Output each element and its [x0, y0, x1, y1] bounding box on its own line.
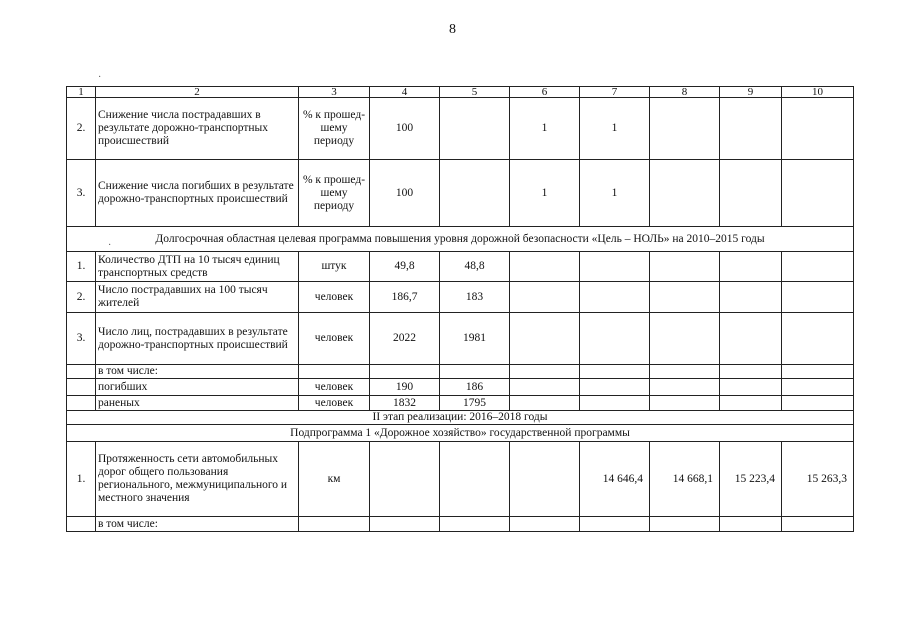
empty-cell: [650, 313, 720, 365]
value-cell: 1: [580, 98, 650, 160]
stage-heading: II этап реализации: 2016–2018 годы: [67, 411, 854, 425]
value-cell: [370, 442, 440, 517]
empty-cell: [782, 379, 854, 396]
unit-cell: км: [299, 442, 370, 517]
empty-cell: [650, 517, 720, 532]
value-cell: 15 223,4: [720, 442, 782, 517]
row-number: 1.: [67, 252, 96, 282]
scan-speck: ·: [98, 72, 102, 83]
table-row: [67, 517, 854, 532]
empty-cell: [782, 365, 854, 379]
empty-cell: [720, 396, 782, 411]
empty-cell: [370, 517, 440, 532]
empty-cell: [580, 396, 650, 411]
indicator-name: Снижение числа погибших в результате дорожно-транспортных происшествий: [96, 160, 299, 227]
value-cell: 190: [370, 379, 440, 396]
section-heading-row: [67, 425, 854, 442]
empty-cell: [650, 365, 720, 379]
table-row: [67, 252, 854, 282]
table-row: [67, 442, 854, 517]
header-col-2: 2: [96, 87, 299, 98]
value-cell: 49,8: [370, 252, 440, 282]
table-row: [67, 396, 854, 411]
indicator-name: Число пострадавших на 100 тысяч жителей: [96, 282, 299, 313]
empty-cell: [782, 517, 854, 532]
value-cell: [720, 160, 782, 227]
empty-cell: [782, 252, 854, 282]
unit-cell: человек: [299, 379, 370, 396]
empty-cell: [510, 365, 580, 379]
empty-cell: [580, 379, 650, 396]
section-heading-row: [67, 227, 854, 252]
empty-cell: [782, 282, 854, 313]
empty-cell: [580, 365, 650, 379]
indicator-name: Протяженность сети автомобильных дорог общего пользования регионального, межмуниципального и местного значения: [96, 442, 299, 517]
row-number: [67, 379, 96, 396]
empty-cell: [510, 313, 580, 365]
value-cell: [650, 98, 720, 160]
empty-cell: [580, 252, 650, 282]
empty-cell: [510, 252, 580, 282]
empty-cell: [782, 396, 854, 411]
value-cell: 15 263,3: [782, 442, 854, 517]
empty-cell: [650, 396, 720, 411]
row-number: [67, 365, 96, 379]
empty-cell: [720, 379, 782, 396]
scan-speck: ·: [108, 240, 112, 251]
row-number: [67, 396, 96, 411]
empty-cell: [720, 282, 782, 313]
unit-cell: % к прошед-шему периоду: [299, 160, 370, 227]
value-cell: [510, 442, 580, 517]
table-row: [67, 313, 854, 365]
empty-cell: [440, 517, 510, 532]
empty-cell: [580, 313, 650, 365]
value-cell: [782, 160, 854, 227]
empty-cell: [650, 252, 720, 282]
unit-cell: штук: [299, 252, 370, 282]
header-col-6: 6: [510, 87, 580, 98]
value-cell: [782, 98, 854, 160]
table-row: [67, 98, 854, 160]
indicator-name: раненых: [96, 396, 299, 411]
unit-cell: человек: [299, 396, 370, 411]
header-row: [67, 87, 854, 98]
indicator-name: в том числе:: [96, 365, 299, 379]
value-cell: [440, 160, 510, 227]
empty-cell: [580, 517, 650, 532]
unit-cell: человек: [299, 282, 370, 313]
value-cell: [720, 98, 782, 160]
unit-cell: % к прошед-шему периоду: [299, 98, 370, 160]
value-cell: 1795: [440, 396, 510, 411]
section-heading-row: [67, 411, 854, 425]
indicator-name: Число лиц, пострадавших в результате дорожно-транспортных происшествий: [96, 313, 299, 365]
program-heading: Долгосрочная областная целевая программа повышения уровня дорожной безопасности «Цель – НОЛЬ» на 2010–2015 годы: [67, 227, 854, 252]
empty-cell: [782, 313, 854, 365]
value-cell: 14 668,1: [650, 442, 720, 517]
unit-cell: [299, 365, 370, 379]
value-cell: 1: [580, 160, 650, 227]
page-number: 8: [449, 22, 456, 37]
header-col-8: 8: [650, 87, 720, 98]
indicator-name: погибших: [96, 379, 299, 396]
table-row: [67, 379, 854, 396]
indicator-name: в том числе:: [96, 517, 299, 532]
row-number: 1.: [67, 442, 96, 517]
value-cell: [440, 442, 510, 517]
value-cell: 1: [510, 160, 580, 227]
header-col-5: 5: [440, 87, 510, 98]
header-col-4: 4: [370, 87, 440, 98]
value-cell: 100: [370, 160, 440, 227]
empty-cell: [580, 282, 650, 313]
empty-cell: [720, 365, 782, 379]
row-number: 2.: [67, 282, 96, 313]
empty-cell: [650, 282, 720, 313]
empty-cell: [510, 517, 580, 532]
value-cell: 2022: [370, 313, 440, 365]
empty-cell: [720, 517, 782, 532]
table-row: [67, 365, 854, 379]
value-cell: [370, 365, 440, 379]
empty-cell: [720, 313, 782, 365]
header-col-7: 7: [580, 87, 650, 98]
value-cell: [650, 160, 720, 227]
value-cell: 48,8: [440, 252, 510, 282]
subprogram-heading: Подпрограмма 1 «Дорожное хозяйство» государственной программы: [67, 425, 854, 442]
header-col-1: 1: [67, 87, 96, 98]
indicator-name: Снижение числа пострадавших в результате дорожно-транспортных происшествий: [96, 98, 299, 160]
value-cell: 100: [370, 98, 440, 160]
empty-cell: [650, 379, 720, 396]
indicator-name: Количество ДТП на 10 тысяч единиц транспортных средств: [96, 252, 299, 282]
row-number: 3.: [67, 313, 96, 365]
value-cell: 186,7: [370, 282, 440, 313]
value-cell: 1832: [370, 396, 440, 411]
table-row: [67, 282, 854, 313]
table-row: [67, 160, 854, 227]
value-cell: 186: [440, 379, 510, 396]
unit-cell: человек: [299, 313, 370, 365]
header-col-10: 10: [782, 87, 854, 98]
row-number: [67, 517, 96, 532]
empty-cell: [510, 396, 580, 411]
row-number: 2.: [67, 98, 96, 160]
empty-cell: [510, 379, 580, 396]
value-cell: 14 646,4: [580, 442, 650, 517]
value-cell: 1981: [440, 313, 510, 365]
empty-cell: [720, 252, 782, 282]
header-col-3: 3: [299, 87, 370, 98]
header-col-9: 9: [720, 87, 782, 98]
indicators-table: [66, 86, 854, 532]
value-cell: 1: [510, 98, 580, 160]
value-cell: [440, 98, 510, 160]
row-number: 3.: [67, 160, 96, 227]
value-cell: 183: [440, 282, 510, 313]
empty-cell: [510, 282, 580, 313]
empty-cell: [299, 517, 370, 532]
value-cell: [440, 365, 510, 379]
